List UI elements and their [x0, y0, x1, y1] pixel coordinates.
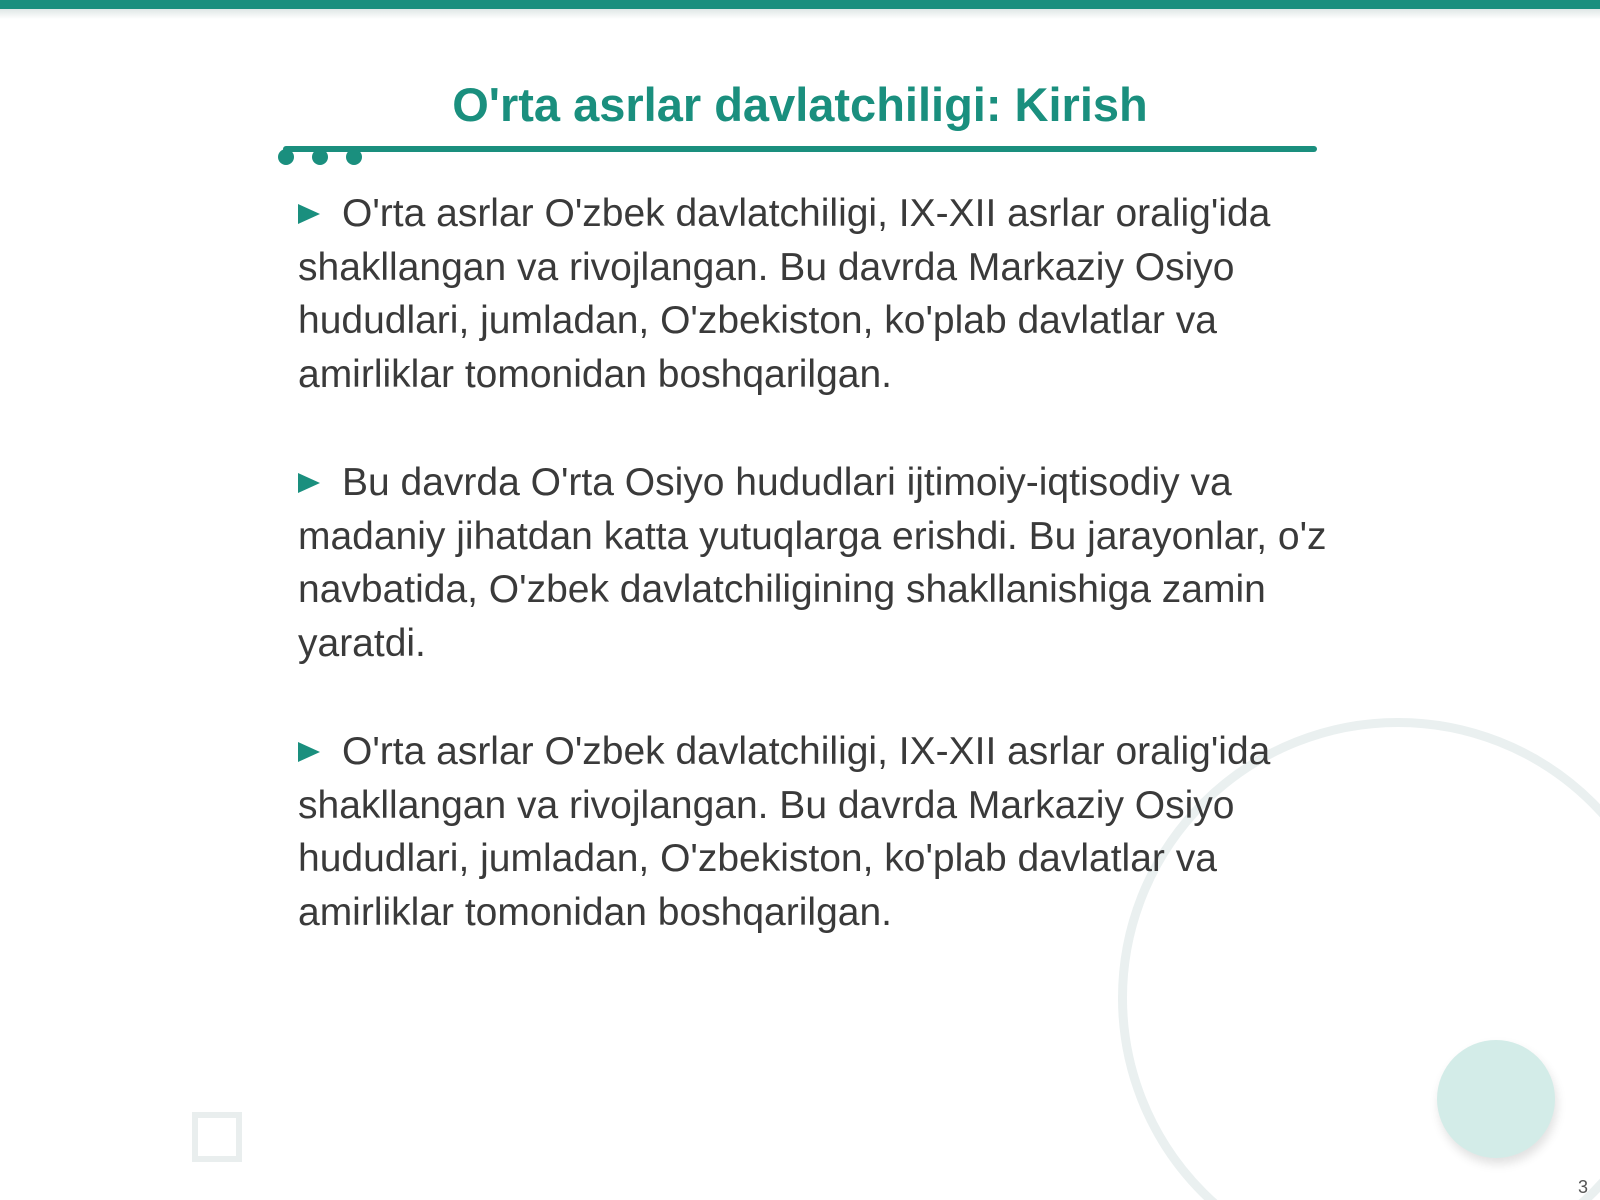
bullet-item — [298, 456, 1328, 670]
underline-dot — [312, 149, 328, 165]
top-accent-bar — [0, 0, 1600, 9]
title-underline — [283, 146, 1317, 152]
bullet-text: O'rta asrlar O'zbek davlatchiligi, IX-XII asrlar oralig'ida shakllangan va rivojlangan. Bu davrda Markaziy Osiyo hududlari, jumladan, O'zbekiston, ko'plab davlatlar va amirliklar tomonidan boshqarilgan. — [298, 730, 1271, 934]
top-bar-shadow — [0, 9, 1600, 19]
underline-dot — [278, 149, 294, 165]
bullet-text: O'rta asrlar O'zbek davlatchiligi, IX-XII asrlar oralig'ida shakllangan va rivojlangan. Bu davrda Markaziy Osiyo hududlari, jumladan, O'zbekiston, ko'plab davlatlar va amirliklar tomonidan boshqarilgan. — [298, 192, 1271, 396]
page-number: 3 — [1577, 1177, 1588, 1197]
underline-dot — [346, 149, 362, 165]
triangle-right-icon — [298, 204, 320, 224]
decorative-disc — [1437, 1040, 1555, 1158]
slide-title: O'rta asrlar davlatchiligi: Kirish — [452, 78, 1148, 131]
triangle-right-icon — [298, 742, 320, 762]
bullet-item — [298, 725, 1328, 939]
bullet-text: Bu davrda O'rta Osiyo hududlari ijtimoiy-iqtisodiy va madaniy jihatdan katta yutuqlarga erishdi. Bu jarayonlar, o'z navbatida, O'zbek davlatchiligining shakllanishiga zamin yaratdi. — [298, 461, 1327, 665]
bullet-list — [298, 187, 1328, 994]
bullet-item — [298, 187, 1328, 401]
triangle-right-icon — [298, 473, 320, 493]
decorative-square — [192, 1112, 242, 1162]
